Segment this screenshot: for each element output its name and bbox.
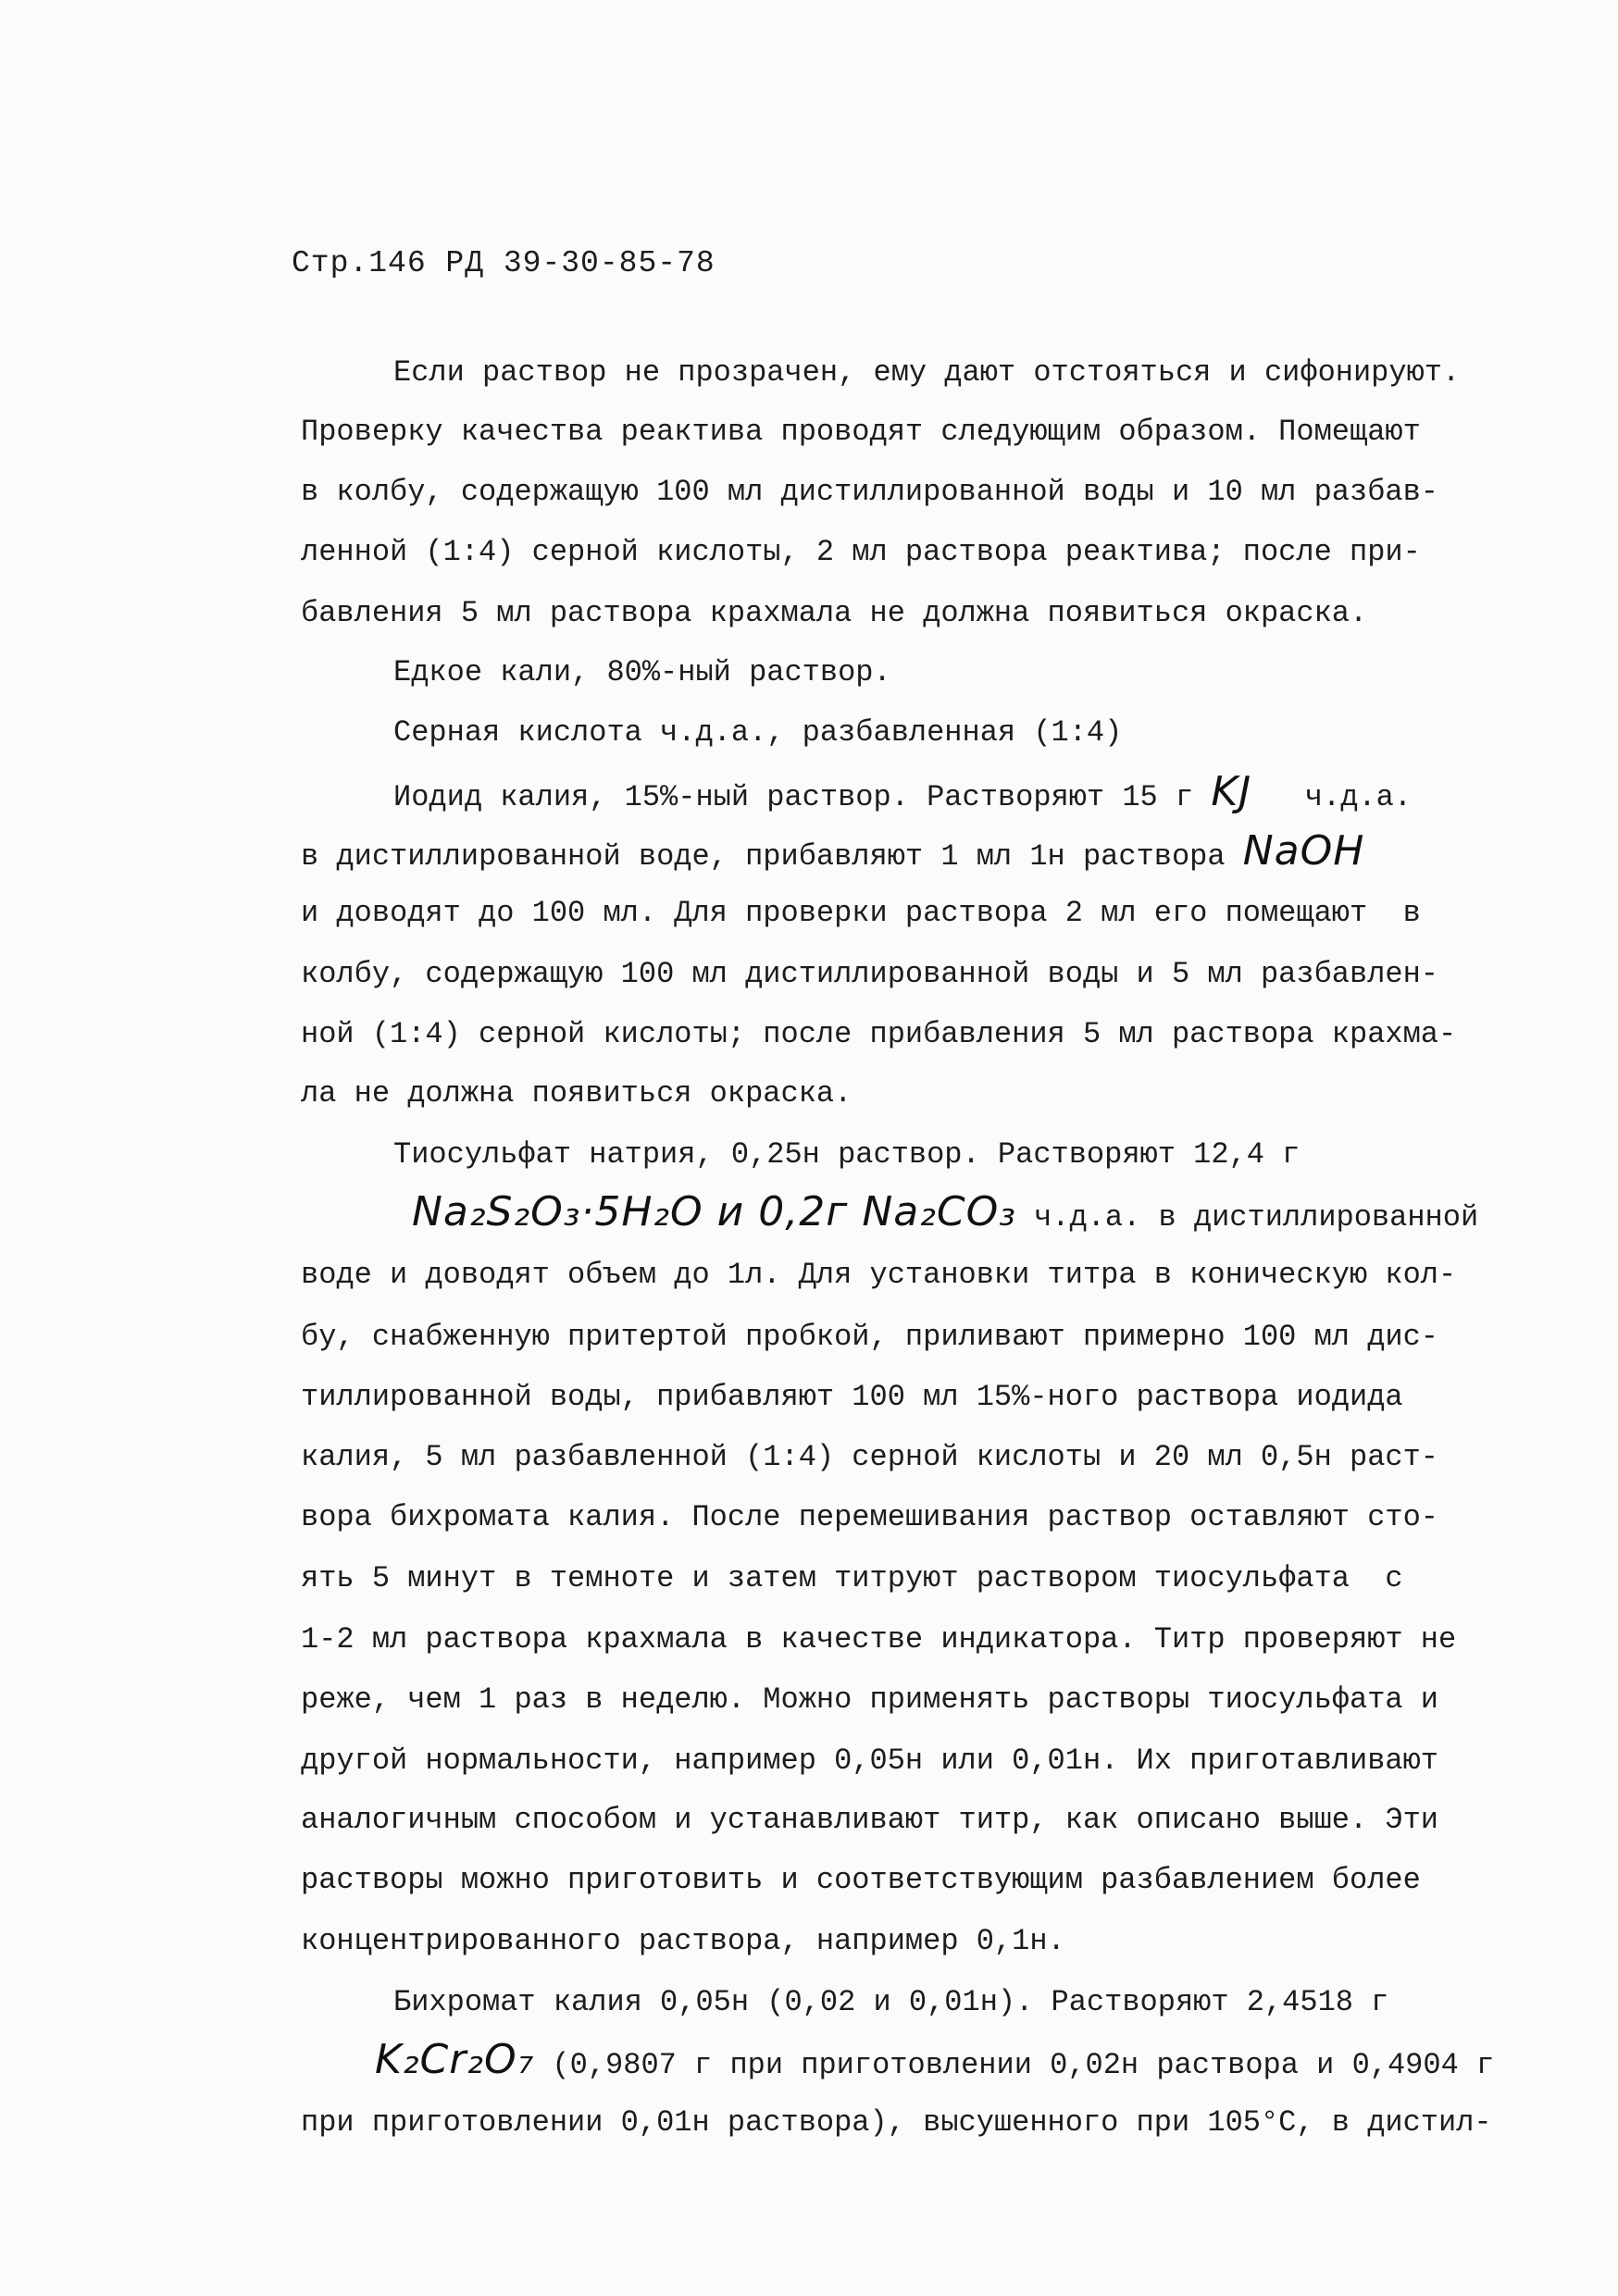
text-line (393, 1984, 1388, 2021)
handwritten-formula: Na₂S₂O₃·5H₂O и 0,2г Na₂CO₃ (412, 1188, 1016, 1235)
text-line (301, 895, 1421, 932)
typed-text: (0,9807 г при приготовлении 0,02н раствора и 0,4904 г (534, 2048, 1495, 2082)
typed-text: ч.д.а. (1251, 780, 1413, 814)
text-line (301, 534, 1421, 571)
typed-text: Иодид калия, 15%-ный раствор. Растворяют 15 г (393, 780, 1212, 814)
typed-text: бавления 5 мл раствора крахмала не должна появиться окраска. (301, 596, 1368, 630)
handwritten-formula: NaOH (1242, 827, 1365, 875)
typed-text: Если раствор не прозрачен, ему дают отстояться и сифонируют. (393, 355, 1461, 390)
typed-text: реже, чем 1 раз в неделю. Можно применять растворы тиосульфата и (301, 1682, 1438, 1717)
text-line (412, 1188, 1479, 1236)
typed-text: в дистиллированной воде, прибавляют 1 мл 1н раствора (301, 839, 1243, 874)
text-line (301, 1379, 1403, 1416)
text-line (393, 1136, 1300, 1173)
typed-text: растворы можно приготовить и соответствующим разбавлением более (301, 1863, 1421, 1897)
typed-text: 1-2 мл раствора крахмала в качестве индикатора. Титр проверяют не (301, 1622, 1457, 1657)
text-line (301, 474, 1438, 511)
text-line (375, 2036, 1495, 2084)
text-line (301, 1621, 1456, 1658)
typed-text: вора бихромата калия. После перемешивания раствор оставляют сто- (301, 1500, 1438, 1534)
text-line (301, 1560, 1403, 1597)
text-line (393, 654, 891, 691)
text-line (393, 714, 1122, 751)
typed-text: Едкое кали, 80%-ный раствор. (393, 655, 891, 689)
typed-text: и доводят до 100 мл. Для проверки раствора 2 мл его помещают в (301, 896, 1421, 930)
text-line (301, 1016, 1456, 1053)
text-line (301, 1923, 1065, 1960)
typed-text: Бихромат калия 0,05н (0,02 и 0,01н). Растворяют 2,4518 г (393, 1985, 1389, 2019)
typed-text: в колбу, содержащую 100 мл дистиллированной воды и 10 мл разбав- (301, 475, 1438, 509)
text-line (301, 2104, 1492, 2141)
text-line (301, 1802, 1438, 1839)
typed-text: колбу, содержащую 100 мл дистиллированной воды и 5 мл разбавлен- (301, 957, 1438, 991)
page-header: Стр.146 РД 39-30-85-78 (292, 246, 716, 280)
text-line (301, 827, 1365, 875)
text-line (301, 1743, 1438, 1780)
typed-text: ла не должна появиться окраска. (301, 1076, 853, 1111)
text-line (301, 1499, 1438, 1536)
text-line (301, 956, 1438, 993)
text-line (393, 354, 1460, 391)
text-line (301, 595, 1367, 632)
typed-text: калия, 5 мл разбавленной (1:4) серной кислоты и 20 мл 0,5н раст- (301, 1440, 1438, 1474)
typed-text: воде и доводят объем до 1л. Для установки титра в коническую кол- (301, 1258, 1457, 1292)
typed-text: Серная кислота ч.д.а., разбавленная (1:4) (393, 715, 1123, 750)
handwritten-formula: KJ (1211, 768, 1252, 815)
text-line (301, 1439, 1438, 1476)
text-line (301, 1682, 1438, 1719)
typed-text: Тиосульфат натрия, 0,25н раствор. Растворяют 12,4 г (393, 1137, 1301, 1172)
typed-text: тиллированной воды, прибавляют 100 мл 15%-ного раствора иодида (301, 1380, 1403, 1414)
typed-text: концентрированного раствора, например 0,1н. (301, 1924, 1065, 1958)
typed-text: ленной (1:4) серной кислоты, 2 мл раствора реактива; после при- (301, 535, 1421, 569)
typed-text: Проверку качества реактива проводят следующим образом. Помещают (301, 415, 1421, 449)
text-line (301, 1075, 852, 1112)
typed-text: другой нормальности, например 0,05н или 0,01н. Их приготавливают (301, 1744, 1438, 1778)
typed-text: ч.д.а. в дистиллированной (1015, 1200, 1479, 1235)
typed-text: бу, снабженную притертой пробкой, приливают примерно 100 мл дис- (301, 1320, 1438, 1354)
text-line (301, 1862, 1421, 1899)
typed-text: ной (1:4) серной кислоты; после прибавления 5 мл раствора крахма- (301, 1017, 1457, 1051)
text-line (301, 414, 1421, 451)
text-line (301, 1257, 1456, 1294)
typed-text: ять 5 минут в темноте и затем титруют раствором тиосульфата с (301, 1561, 1403, 1595)
handwritten-formula: K₂Cr₂O₇ (375, 2036, 535, 2083)
typed-text: при приготовлении 0,01н раствора), высушенного при 105°С, в дистил- (301, 2105, 1492, 2140)
text-line (301, 1319, 1438, 1356)
typed-text: аналогичным способом и устанавливают титр, как описано выше. Эти (301, 1803, 1438, 1837)
text-line (393, 768, 1413, 816)
